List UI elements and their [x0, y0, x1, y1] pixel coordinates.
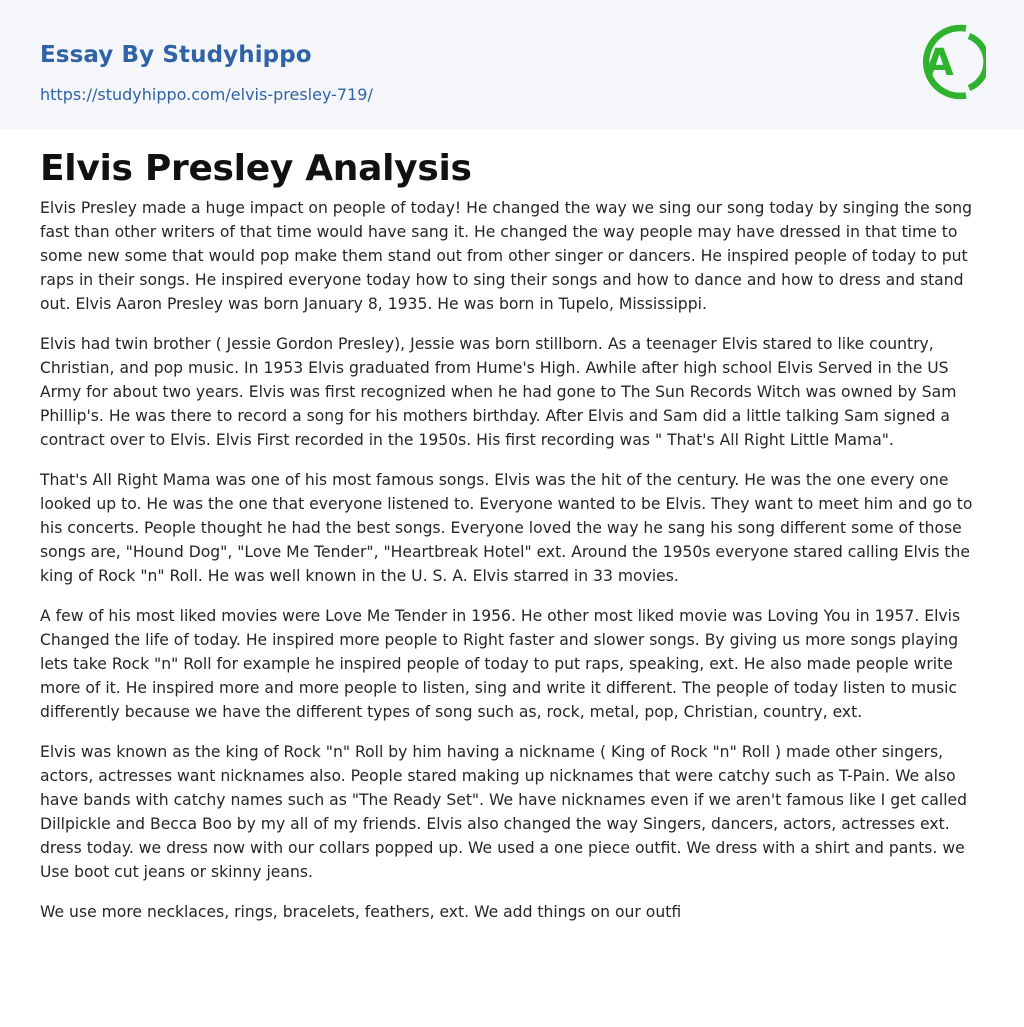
site-header	[0, 0, 1024, 129]
article-paragraph-5: Elvis was known as the king of Rock "n" Roll by him having a nickname ( King of Rock "n" Roll ) made other singers, actors, actresses want nicknames also. People stared making up nicknames that were catchy such as T-Pain. We also have bands with catchy names such as "The Ready Set". We have nicknames even if we aren't famous like I get called Dillpickle and Becca Boo by my all of my friends. Elvis also changed the way Singers, dancers, actors, actresses ext. dress today. we dress now with our collars popped up. We used a one piece outfit. We dress with a shirt and pants. we Use boot cut jeans or skinny jeans.	[40, 743, 968, 881]
article-paragraph-6: We use more necklaces, rings, bracelets, feathers, ext. We add things on our outfi	[40, 903, 682, 921]
article-title: Elvis Presley Analysis	[40, 148, 472, 189]
site-brand[interactable]: Essay By Studyhippo	[40, 42, 312, 68]
article-paragraph-2: Elvis had twin brother ( Jessie Gordon Presley), Jessie was born stillborn. As a teenager Elvis stared to like country, Christian, and pop music. In 1953 Elvis graduated from Hume's High. Awhile after high school Elvis Served in the US Army for about two years. Elvis was first recognized when he had gone to The Sun Records Witch was owned by Sam Phillip's. He was there to record a song for his mothers birthday. After Elvis and Sam did a little talking Sam signed a contract over to Elvis. Elvis First recorded in the 1950s. His first recording was " That's All Right Little Mama".	[40, 335, 957, 449]
article-body	[40, 129, 990, 940]
article-paragraph-3: That's All Right Mama was one of his most famous songs. Elvis was the hit of the century. He was the one every one looked up to. He was the one that everyone listened to. Everyone wanted to be Elvis. They want to meet him and go to his concerts. People thought he had the best songs. Everyone loved the way he sang his song different some of those songs are, "Hound Dog", "Love Me Tender", "Heartbreak Hotel" ext. Around the 1950s everyone stared calling Elvis the king of Rock "n" Roll. He was well known in the U. S. A. Elvis starred in 33 movies.	[40, 471, 973, 585]
logo-letter: A	[925, 41, 954, 84]
article-paragraph-4: A few of his most liked movies were Love Me Tender in 1956. He other most liked movie was Loving You in 1957. Elvis Changed the life of today. He inspired more people to Right faster and slower songs. By giving us more songs playing lets take Rock "n" Roll for example he inspired people of today to put raps, speaking, ext. He also made people write more of it. He inspired more and more people to listen, sing and write it different. The people of today listen to music differently because we have the different types of song such as, rock, metal, pop, Christian, country, ext.	[40, 607, 961, 721]
studyhippo-logo-icon[interactable]	[912, 19, 986, 105]
essay-url-link[interactable]: https://studyhippo.com/elvis-presley-719/	[40, 85, 373, 104]
article-paragraph-1: Elvis Presley made a huge impact on people of today! He changed the way we sing our song today by singing the song fast than other writers of that time would have sang it. He changed the way people may have dressed in that time to some new some that would pop make them stand out from other singer or dancers. He inspired people of today to put raps in their songs. He inspired everyone today how to sing their songs and how to dance and how to dress and stand out. Elvis Aaron Presley was born January 8, 1935. He was born in Tupelo, Mississippi.	[40, 199, 973, 313]
